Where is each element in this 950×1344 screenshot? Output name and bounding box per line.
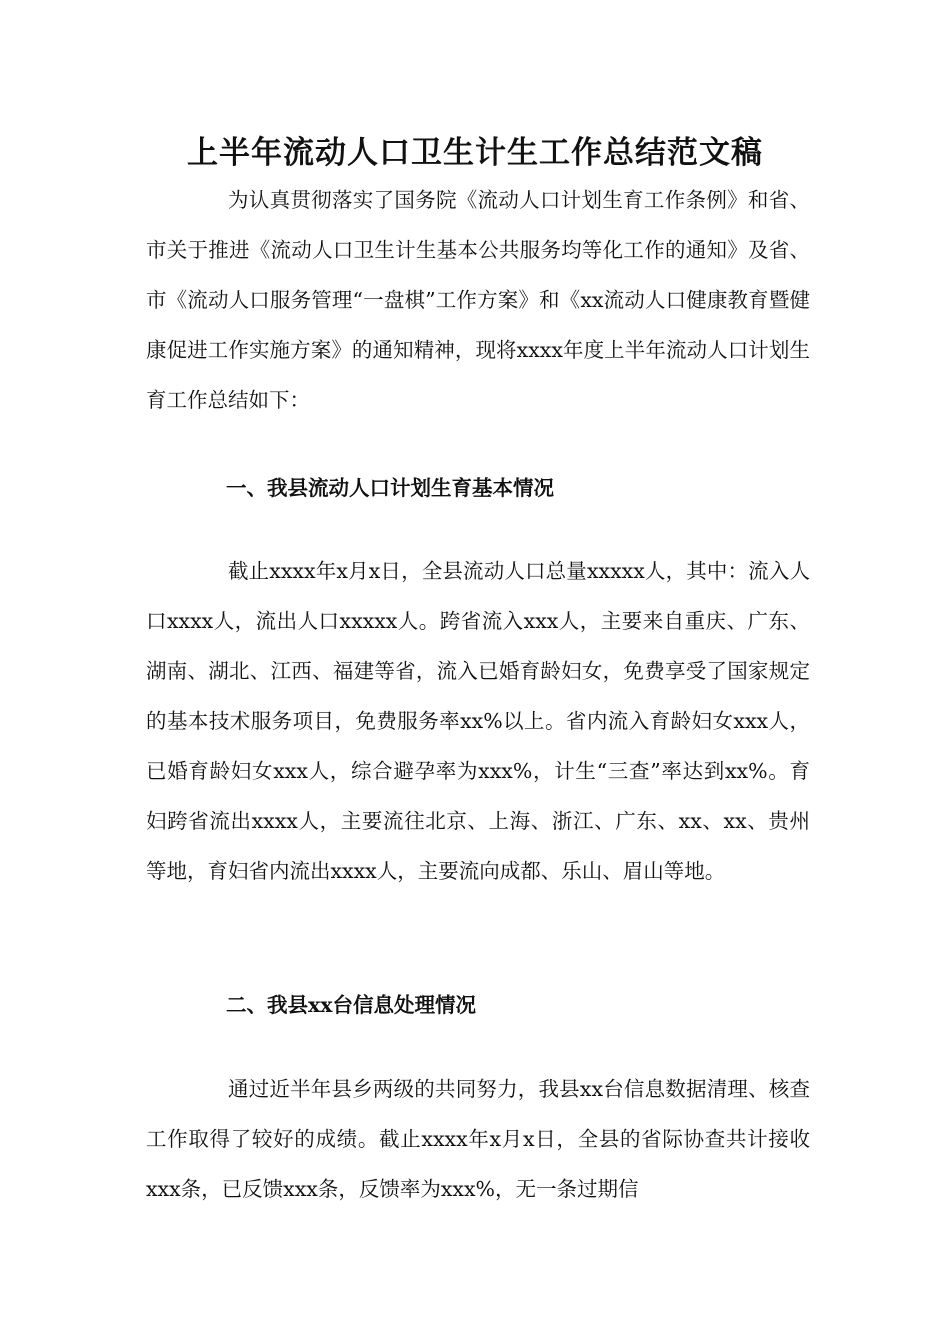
- section-heading-2: 二、我县xx台信息处理情况: [226, 993, 476, 1017]
- section-1-text: 截止xxxx年x月x日，全县流动人口总量xxxxx人，其中：流入人口xxxx人，流出人口xxxxx人。跨省流入xxx人，主要来自重庆、广东、湖南、湖北、江西、福建等省，流入已婚育龄妇女，免费享受了国家规定的基本技术服务项目，免费服务率xx%以上。省内流入育龄妇女xxx人，已婚育龄妇女xxx人，综合避孕率为xxx%，计生“三查”率达到xx%。育妇跨省流出xxxx人，主要流往北京、上海、浙江、广东、xx、xx、贵州等地，育妇省内流出xxxx人，主要流向成都、乐山、眉山等地。: [146, 559, 810, 883]
- intro-text: 为认真贯彻落实了国务院《流动人口计划生育工作条例》和省、市关于推进《流动人口卫生计生基本公共服务均等化工作的通知》及省、市《流动人口服务管理“一盘棋”工作方案》和《xx流动人口健康教育暨健康促进工作实施方案》的通知精神，现将xxxx年度上半年流动人口计划生育工作总结如下：: [146, 188, 810, 412]
- section-2-paragraph: [146, 1064, 810, 1214]
- document-title: 上半年流动人口卫生计生工作总结范文稿: [187, 135, 763, 171]
- intro-paragraph: [146, 175, 810, 425]
- section-heading-1: 一、我县流动人口计划生育基本情况: [226, 476, 554, 500]
- section-2-text: 通过近半年县乡两级的共同努力，我县xx台信息数据清理、核查工作取得了较好的成绩。截止xxxx年x月x日，全县的省际协查共计接收xxx条，已反馈xxx条，反馈率为xxx%，无一条过期信: [146, 1077, 810, 1201]
- section-1-paragraph: [146, 546, 810, 896]
